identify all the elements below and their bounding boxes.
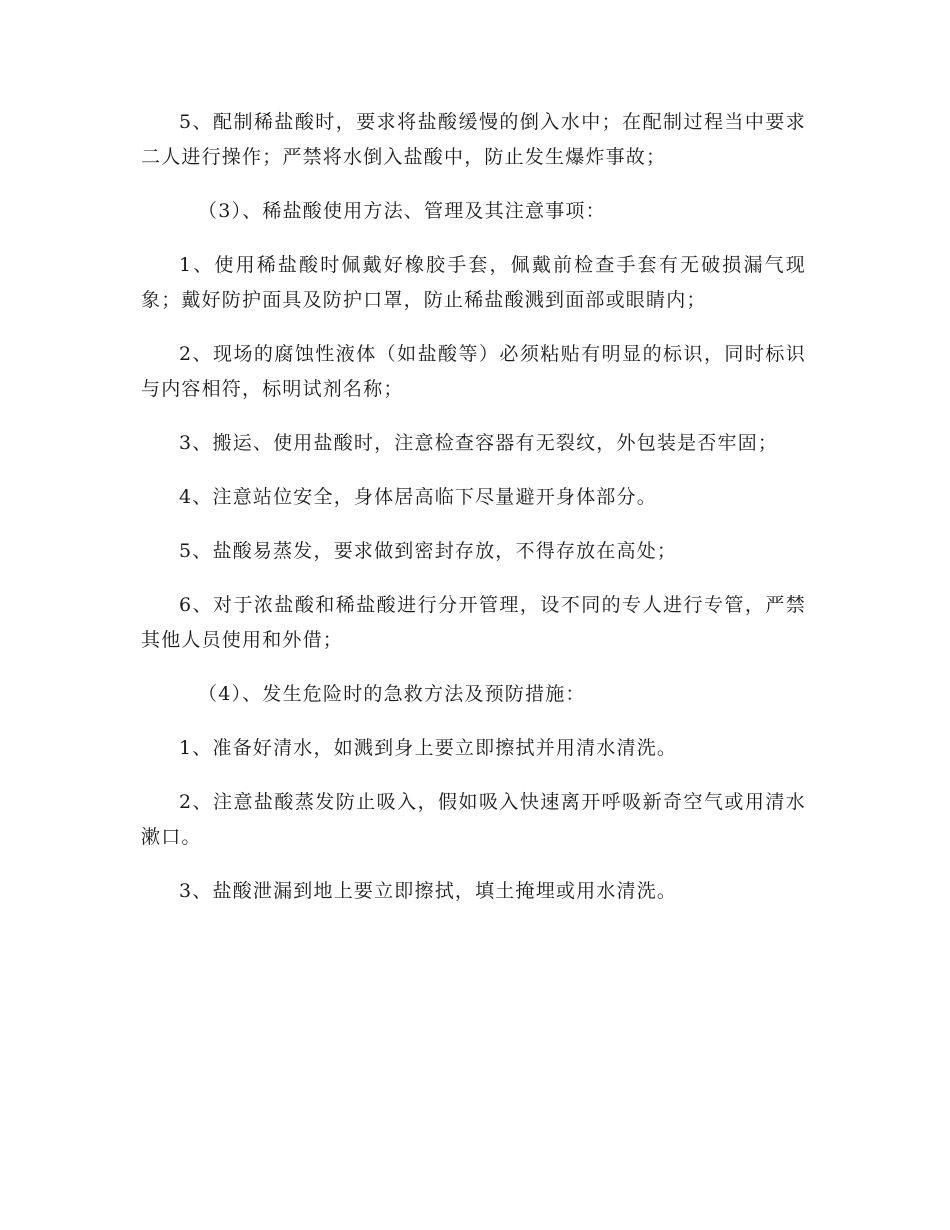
paragraph-item-3-spill: 3、盐酸泄漏到地上要立即擦拭，填土掩埋或用水清洗。 [179, 880, 678, 902]
paragraph-item-6-management: 6、对于浓盐酸和稀盐酸进行分开管理，设不同的专人进行专管，严禁其他人员使用和外借； [141, 594, 806, 651]
paragraph-item-4-position: 4、注意站位安全，身体居高临下尽量避开身体部分。 [179, 486, 657, 508]
paragraph-item-1-water: 1、准备好清水，如溅到身上要立即擦拭并用清水清洗。 [179, 737, 678, 759]
paragraph-item-3-transport: 3、搬运、使用盐酸时，注意检查容器有无裂纹，外包装是否牢固； [179, 432, 779, 454]
paragraph-item-5-storage: 5、盐酸易蒸发，要求做到密封存放，不得存放在高处； [179, 540, 678, 562]
section-heading-3: （3）、稀盐酸使用方法、管理及其注意事项： [198, 200, 606, 222]
paragraph-item-5-dilution: 5、配制稀盐酸时，要求将盐酸缓慢的倒入水中；在配制过程当中要求二人进行操作；严禁将水倒入盐酸中，防止发生爆炸事故； [141, 111, 806, 168]
document-body [141, 105, 806, 928]
paragraph-item-2-labels: 2、现场的腐蚀性液体（如盐酸等）必须粘贴有明显的标识，同时标识与内容相符，标明试剂名称； [141, 343, 806, 400]
paragraph-item-1-gloves: 1、使用稀盐酸时佩戴好橡胶手套，佩戴前检查手套有无破损漏气现象；戴好防护面具及防护口罩，防止稀盐酸溅到面部或眼睛内； [141, 254, 806, 311]
paragraph-item-2-inhalation: 2、注意盐酸蒸发防止吸入，假如吸入快速离开呼吸新奇空气或用清水漱口。 [141, 791, 806, 848]
section-heading-4: （4）、发生危险时的急救方法及预防措施： [198, 683, 586, 705]
